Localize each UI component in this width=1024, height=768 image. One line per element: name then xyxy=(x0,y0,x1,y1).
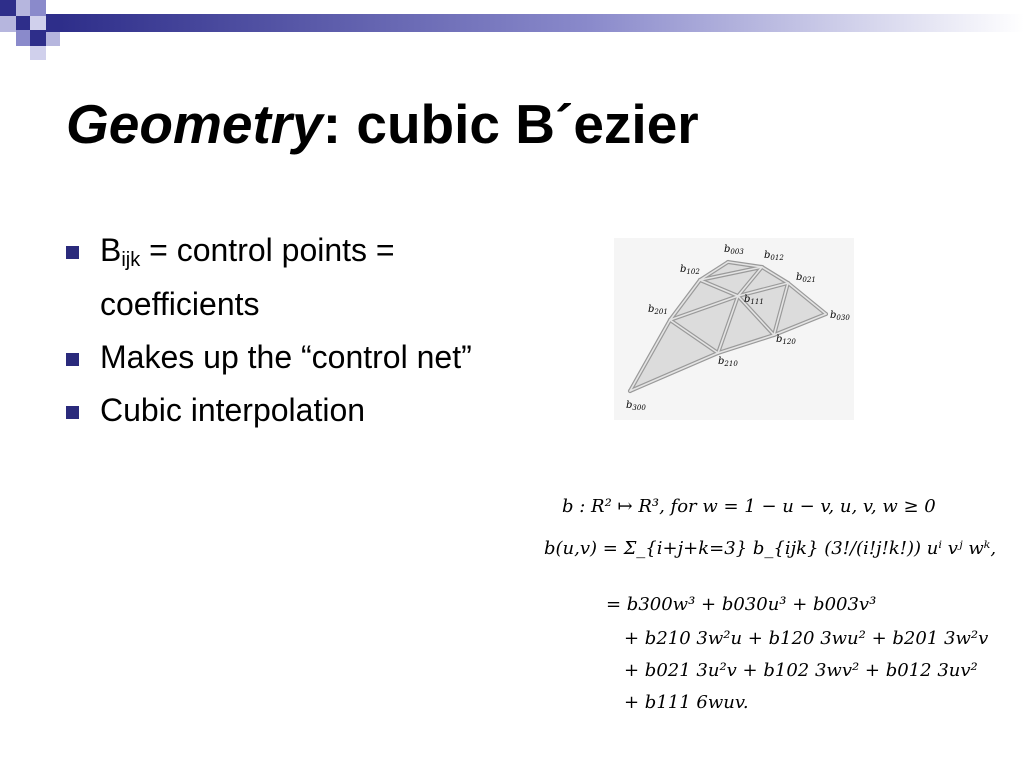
equation-line-3: = b300w³ + b030u³ + b003v³ xyxy=(606,594,877,615)
control-net-figure xyxy=(614,238,854,420)
title-italic: Geometry xyxy=(66,93,323,155)
bullet-item-control-points: $B_{ijk}$ = control points = coefficients xyxy=(64,228,504,326)
bezier-equations xyxy=(540,490,1010,720)
header-decoration xyxy=(0,0,1024,70)
slide-title xyxy=(66,92,699,156)
net-label-b120: $b_{120}$ xyxy=(776,334,796,346)
bullet-item-control-net: Makes up the “control net” xyxy=(64,335,504,379)
net-label-b003: $b_{003}$ xyxy=(724,244,744,256)
equation-line-2: b(u,v) = Σ_{i+j+k=3} b_{ijk} (3!/(i!j!k!)) uⁱ vʲ wᵏ, xyxy=(544,538,997,559)
net-label-b300: $b_{300}$ xyxy=(626,400,646,412)
net-label-b021: $b_{021}$ xyxy=(796,272,816,284)
net-label-b210: $b_{210}$ xyxy=(718,356,738,368)
control-net-diagram xyxy=(614,238,854,420)
bullet-list xyxy=(64,228,504,441)
net-label-b102: $b_{102}$ xyxy=(680,264,700,276)
bullet-square-icon xyxy=(66,246,79,259)
equation-line-5: + b021 3u²v + b102 3wv² + b012 3uv² xyxy=(624,660,978,681)
net-label-b030: $b_{030}$ xyxy=(830,310,850,322)
net-label-b012: $b_{012}$ xyxy=(764,250,784,262)
net-label-b111: $b_{111}$ xyxy=(744,294,764,306)
title-rest: : cubic B´ezier xyxy=(322,93,699,155)
bullet-square-icon xyxy=(66,353,79,366)
bullet-square-icon xyxy=(66,406,79,419)
equation-line-4: + b210 3w²u + b120 3wu² + b201 3w²v xyxy=(624,628,989,649)
bullet-item-cubic-interpolation: Cubic interpolation xyxy=(64,388,504,432)
net-label-b201: $b_{201}$ xyxy=(648,304,668,316)
equation-line-1: b : R² ↦ R³, for w = 1 − u − v, u, v, w ≥ 0 xyxy=(562,496,936,517)
equation-line-6: + b111 6wuv. xyxy=(624,692,749,713)
